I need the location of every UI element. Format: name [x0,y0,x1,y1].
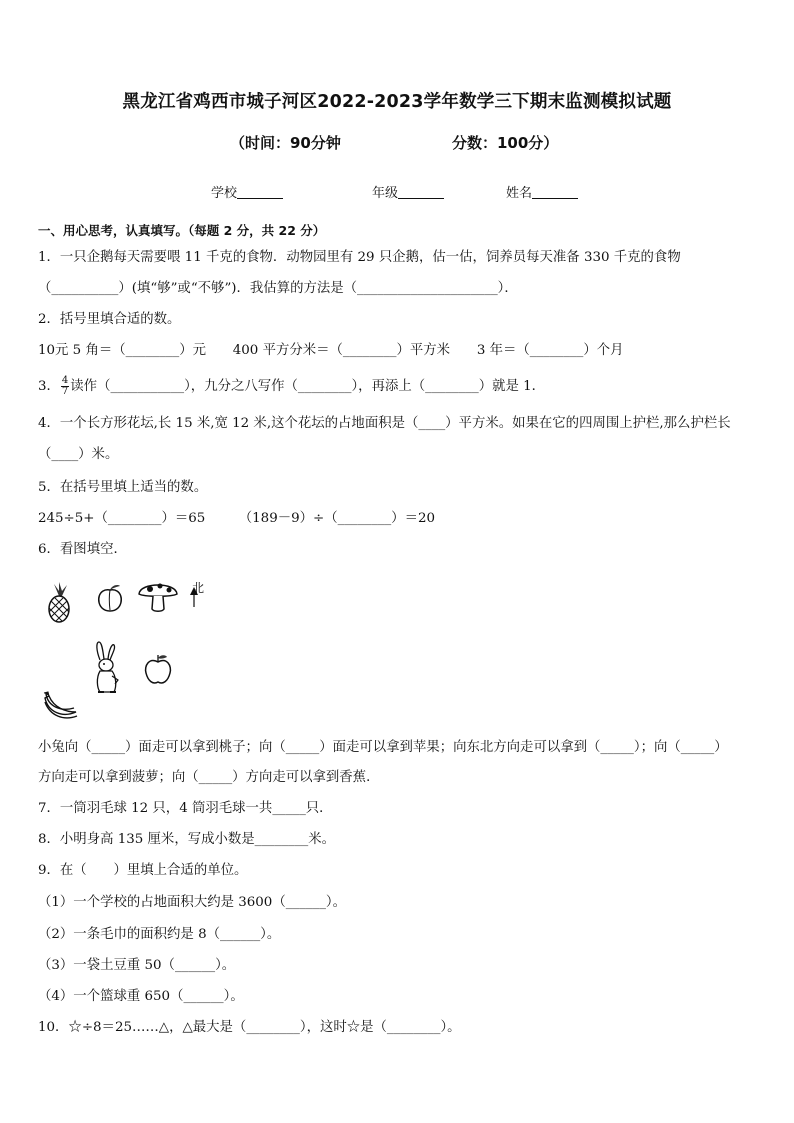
name-label: 姓名 [506,186,533,201]
q3-rest: 读作（___________），九分之八写作（________），再添上（________）就是 1． [70,379,546,394]
q2-line1: 2．括号里填合适的数。 [38,312,181,327]
apple-icon [143,654,173,686]
q2-line2: 10元 5 角＝（________）元 400 平方分米＝（________）平方米 3 年＝（________）个月 [38,343,624,358]
q1-line2: （__________）(填“够”或“不够”)．我估算的方法是（_____________________）． [38,281,518,296]
q9-line1: 9．在（ ）里填上合适的单位。 [38,863,248,878]
q3-fraction-numerator: 4 [61,375,69,386]
rabbit-icon [88,640,128,698]
q3-line [38,376,545,397]
pineapple-icon [42,582,76,624]
q5-line1: 5．在括号里填上适当的数。 [38,480,208,495]
q10-line1: 10．☆÷8＝25……△，△最大是（________），这时☆是（________）。 [38,1020,461,1035]
page-title: 黑龙江省鸡西市城子河区2022-2023学年数学三下期末监测模拟试题 [122,92,672,112]
school-blank[interactable] [237,185,283,199]
q5-line2: 245÷5+（________）＝65 （189－9）÷（________）＝20 [38,511,436,526]
q9-item: （1）一个学校的占地面积大约是 3600（______）。 [38,895,346,910]
grade-label: 年级 [372,186,399,201]
q3-prefix: 3． [38,379,60,394]
q4-line1: 4．一个长方形花坛,长 15 米,宽 12 米,这个花坛的占地面积是（____）平方米。如果在它的四周围上护栏,那么护栏长 [38,416,731,431]
name-field[interactable] [506,182,578,201]
mushroom-icon [136,578,180,614]
q1-line1: 1．一只企鹅每天需要喂 11 千克的食物．动物园里有 29 只企鹅，估一估，饲养员每天准备 330 千克的食物 [38,250,681,265]
section-heading: 一、用心思考，认真填写。（每题 2 分，共 22 分） [38,223,326,238]
school-label: 学校 [211,186,238,201]
q9-item: （4）一个篮球重 650（______）。 [38,989,244,1004]
q6-line3: 方向走可以拿到菠萝；向（_____）方向走可以拿到香蕉． [38,770,380,785]
q4-line2: （____）米。 [38,447,119,462]
grade-field[interactable] [372,182,444,201]
q3-fraction-denominator: 7 [61,386,69,397]
exam-time: （时间：90分钟 [230,134,341,152]
name-blank[interactable] [532,185,578,199]
q7-line1: 7．一筒羽毛球 12 只，4 筒羽毛球一共_____只． [38,801,333,816]
q6-line1: 6．看图填空． [38,542,127,557]
q3-fraction [61,376,69,397]
school-field[interactable] [211,182,283,201]
peach-icon [94,584,126,614]
grade-blank[interactable] [398,185,444,199]
exam-score: 分数：100分） [452,134,559,152]
banana-icon [42,690,80,722]
north-label: 北 [192,581,205,595]
q9-item: （2）一条毛巾的面积约是 8（______）。 [38,927,281,942]
q8-line1: 8．小明身高 135 厘米，写成小数是________米。 [38,832,336,847]
q9-item: （3）一袋土豆重 50（______）。 [38,958,236,973]
q6-line2: 小兔向（_____）面走可以拿到桃子；向（_____）面走可以拿到苹果；向东北方向走可以拿到（_____）；向（_____） [38,740,728,755]
